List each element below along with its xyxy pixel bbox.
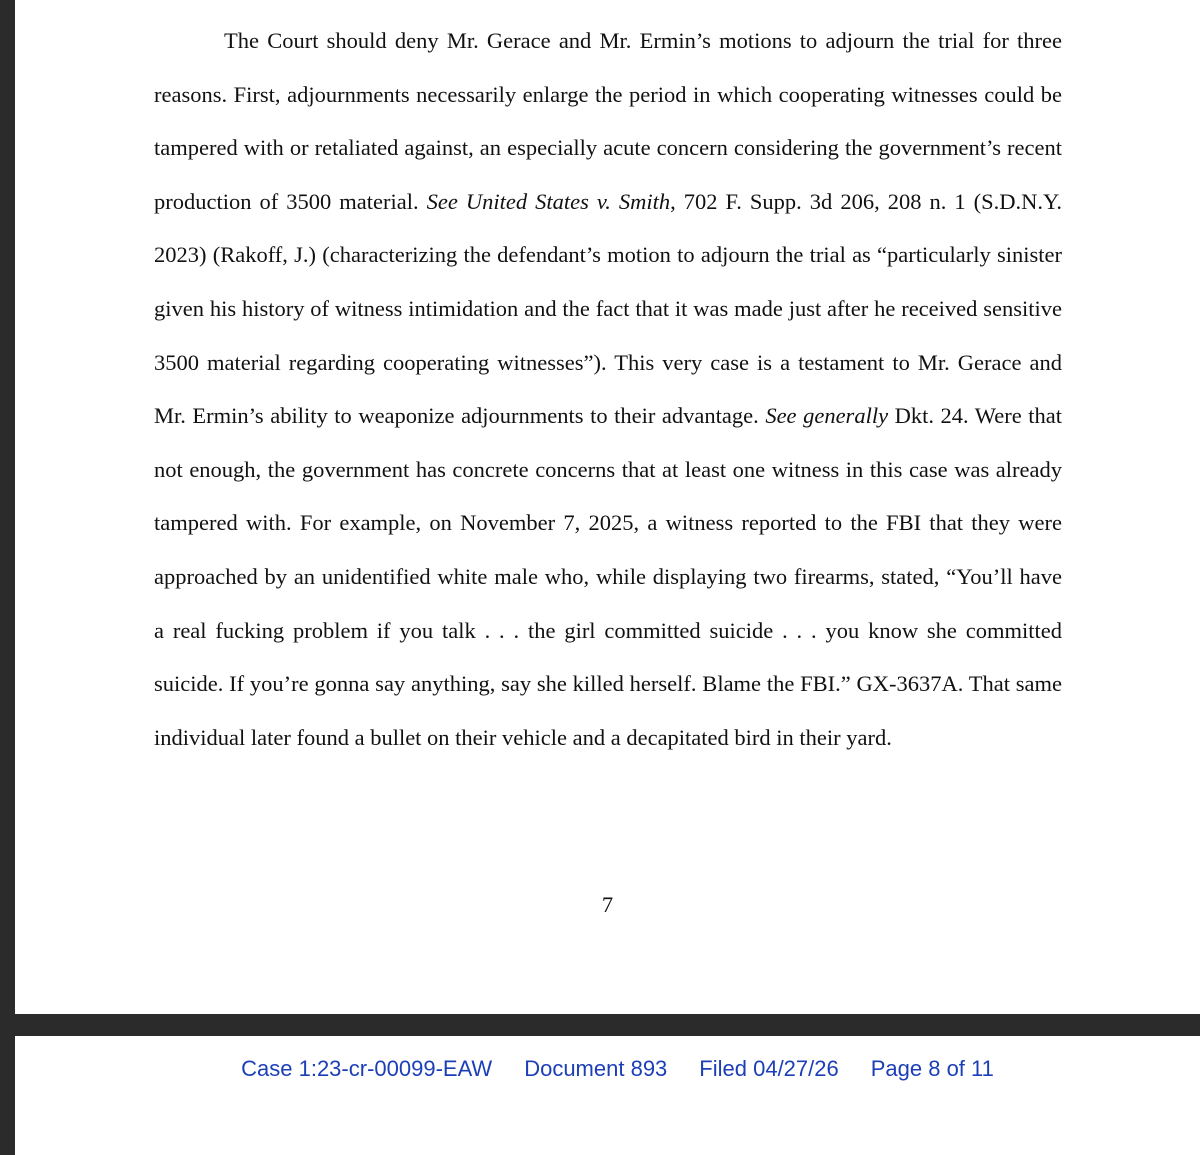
page-count: Page 8 of 11	[870, 1056, 994, 1081]
paragraph-segment-2: , 702 F. Supp. 3d 206, 208 n. 1 (S.D.N.Y. 2023) (Rakoff, J.) (characterizing the defendant’s motion to adjourn the trial as “particularly sinister given his history of witness intimidation and the fact that it was made just after he received sensitive 3500 material regarding cooperating witnesses”). This very case is a testament to Mr. Gerace and Mr. Ermin’s ability to weaponize adjournments to their advantage.	[154, 188, 1063, 429]
next-page	[15, 1036, 1200, 1155]
page-number: 7	[601, 892, 614, 917]
citation-signal-see-generally: See generally	[765, 403, 889, 429]
paragraph-segment-1: The Court should deny Mr. Gerace and Mr. Ermin’s motions to adjourn the trial for three reasons. First, adjournments necessarily enlarge the period in which cooperating witnesses could be tampered with or retaliated against, an especially acute concern considering the government’s recent production of 3500 material.	[154, 28, 1062, 214]
paragraph-segment-3: Dkt. 24. Were that not enough, the government has concrete concerns that at least one witness in this case was already tampered with. For example, on November 7, 2025, a witness reported to the FBI that they were approached by an unidentified white male who, while displaying two firearms, stated, “You’ll have a real fucking problem if you talk . . . the girl committed suicide . . . you know she committed suicide. If you’re gonna say anything, say she killed herself. Blame the FBI.” GX-3637A. That same individual later found a bullet on their vehicle and a decapitated bird in their yard.	[154, 403, 1062, 750]
ecf-header	[15, 1056, 1200, 1082]
case-number: Case 1:23-cr-00099-EAW	[241, 1056, 493, 1081]
page-separator	[0, 1014, 1200, 1036]
citation-signal-smith: See United States v. Smith	[426, 188, 671, 214]
document-page	[15, 0, 1200, 1014]
body-paragraph	[154, 14, 1062, 764]
document-number: Document 893	[524, 1056, 668, 1081]
filed-date: Filed 04/27/26	[699, 1056, 839, 1081]
